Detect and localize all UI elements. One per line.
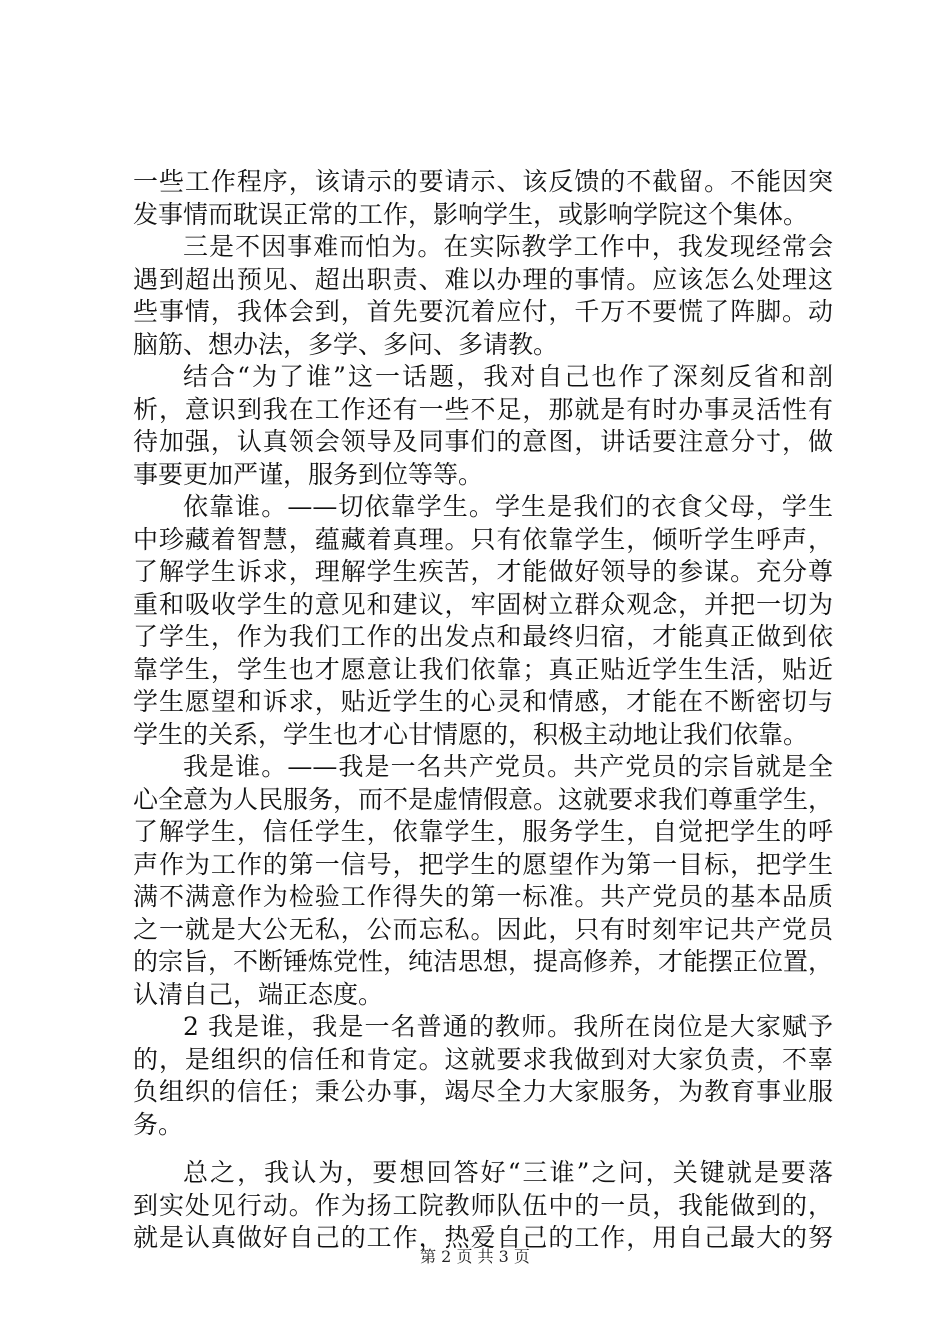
text-line: 就是认真做好自己的工作，热爱自己的工作，用自己最大的努 [133, 1223, 833, 1252]
text-line: 重和吸收学生的意见和建议，牢固树立群众观念，并把一切为 [133, 589, 833, 619]
text-line: 的，是组织的信任和肯定。这就要求我做到对大家负责，不辜 [133, 1044, 833, 1074]
text-line: 到实处见行动。作为扬工院教师队伍中的一员，我能做到的， [133, 1190, 833, 1220]
page-footer: 第 2 页 共 3 页 [420, 1247, 530, 1266]
text-line: 待加强，认真领会领导及同事们的意图，讲话要注意分寸，做 [133, 427, 833, 456]
text-line: 依靠谁。——切依靠学生。学生是我们的衣食父母，学生 [183, 492, 833, 521]
text-line: 之一就是大公无私，公而忘私。因此，只有时刻牢记共产党员 [133, 914, 833, 944]
text-line: 遇到超出预见、超出职责、难以办理的事情。应该怎么处理这 [133, 264, 833, 294]
text-line: 务。 [133, 1109, 184, 1139]
text-line: 发事情而耽误正常的工作，影响学生，或影响学院这个集体。 [133, 199, 809, 229]
text-line: 了学生，作为我们工作的出发点和最终归宿，才能真正做到依 [133, 622, 833, 651]
text-line: 一些工作程序，该请示的要请示、该反馈的不截留。不能因突 [133, 167, 833, 196]
text-line: 了解学生，信任学生，依靠学生，服务学生，自觉把学生的呼 [133, 817, 833, 846]
text-line: 学生愿望和诉求，贴近学生的心灵和情感，才能在不断密切与 [133, 687, 833, 716]
document-body [133, 166, 833, 1255]
text-line: 总之，我认为，要想回答好“三谁”之问，关键就是要落 [183, 1158, 833, 1187]
text-line: 靠学生，学生也才愿意让我们依靠；真正贴近学生生活，贴近 [133, 654, 833, 684]
text-line: 三是不因事难而怕为。在实际教学工作中，我发现经常会 [183, 232, 833, 261]
text-line: 事要更加严谨，服务到位等等。 [133, 459, 484, 489]
text-line: 了解学生诉求，理解学生疾苦，才能做好领导的参谋。充分尊 [133, 557, 833, 586]
text-line: 脑筋、想办法，多学、多问、多请教。 [133, 329, 559, 359]
text-line: 心全意为人民服务，而不是虚情假意。这就要求我们尊重学生， [133, 784, 833, 814]
text-line: 学生的关系，学生也才心甘情愿的，积极主动地让我们依靠。 [133, 719, 809, 749]
text-line: 我是谁。——我是一名共产党员。共产党员的宗旨就是全 [183, 752, 833, 781]
text-line: 声作为工作的第一信号，把学生的愿望作为第一目标，把学生 [133, 849, 833, 879]
text-line: 析，意识到我在工作还有一些不足，那就是有时办事灵活性有 [133, 394, 833, 424]
text-line: 的宗旨，不断锤炼党性，纯洁思想，提高修养，才能摆正位置， [133, 947, 833, 976]
text-line: 结合“为了谁”这一话题，我对自己也作了深刻反省和剖 [183, 362, 833, 391]
text-line: 负组织的信任；秉公办事，竭尽全力大家服务，为教育事业服 [133, 1077, 833, 1106]
text-line: 些事情，我体会到，首先要沉着应付，千万不要慌了阵脚。动 [133, 297, 833, 326]
text-line: 认清自己，端正态度。 [133, 979, 384, 1009]
text-line: 2 我是谁，我是一名普通的教师。我所在岗位是大家赋予 [183, 1012, 833, 1041]
text-line: 中珍藏着智慧，蕴藏着真理。只有依靠学生，倾听学生呼声， [133, 524, 833, 554]
text-line: 满不满意作为检验工作得失的第一标准。共产党员的基本品质 [133, 882, 833, 911]
